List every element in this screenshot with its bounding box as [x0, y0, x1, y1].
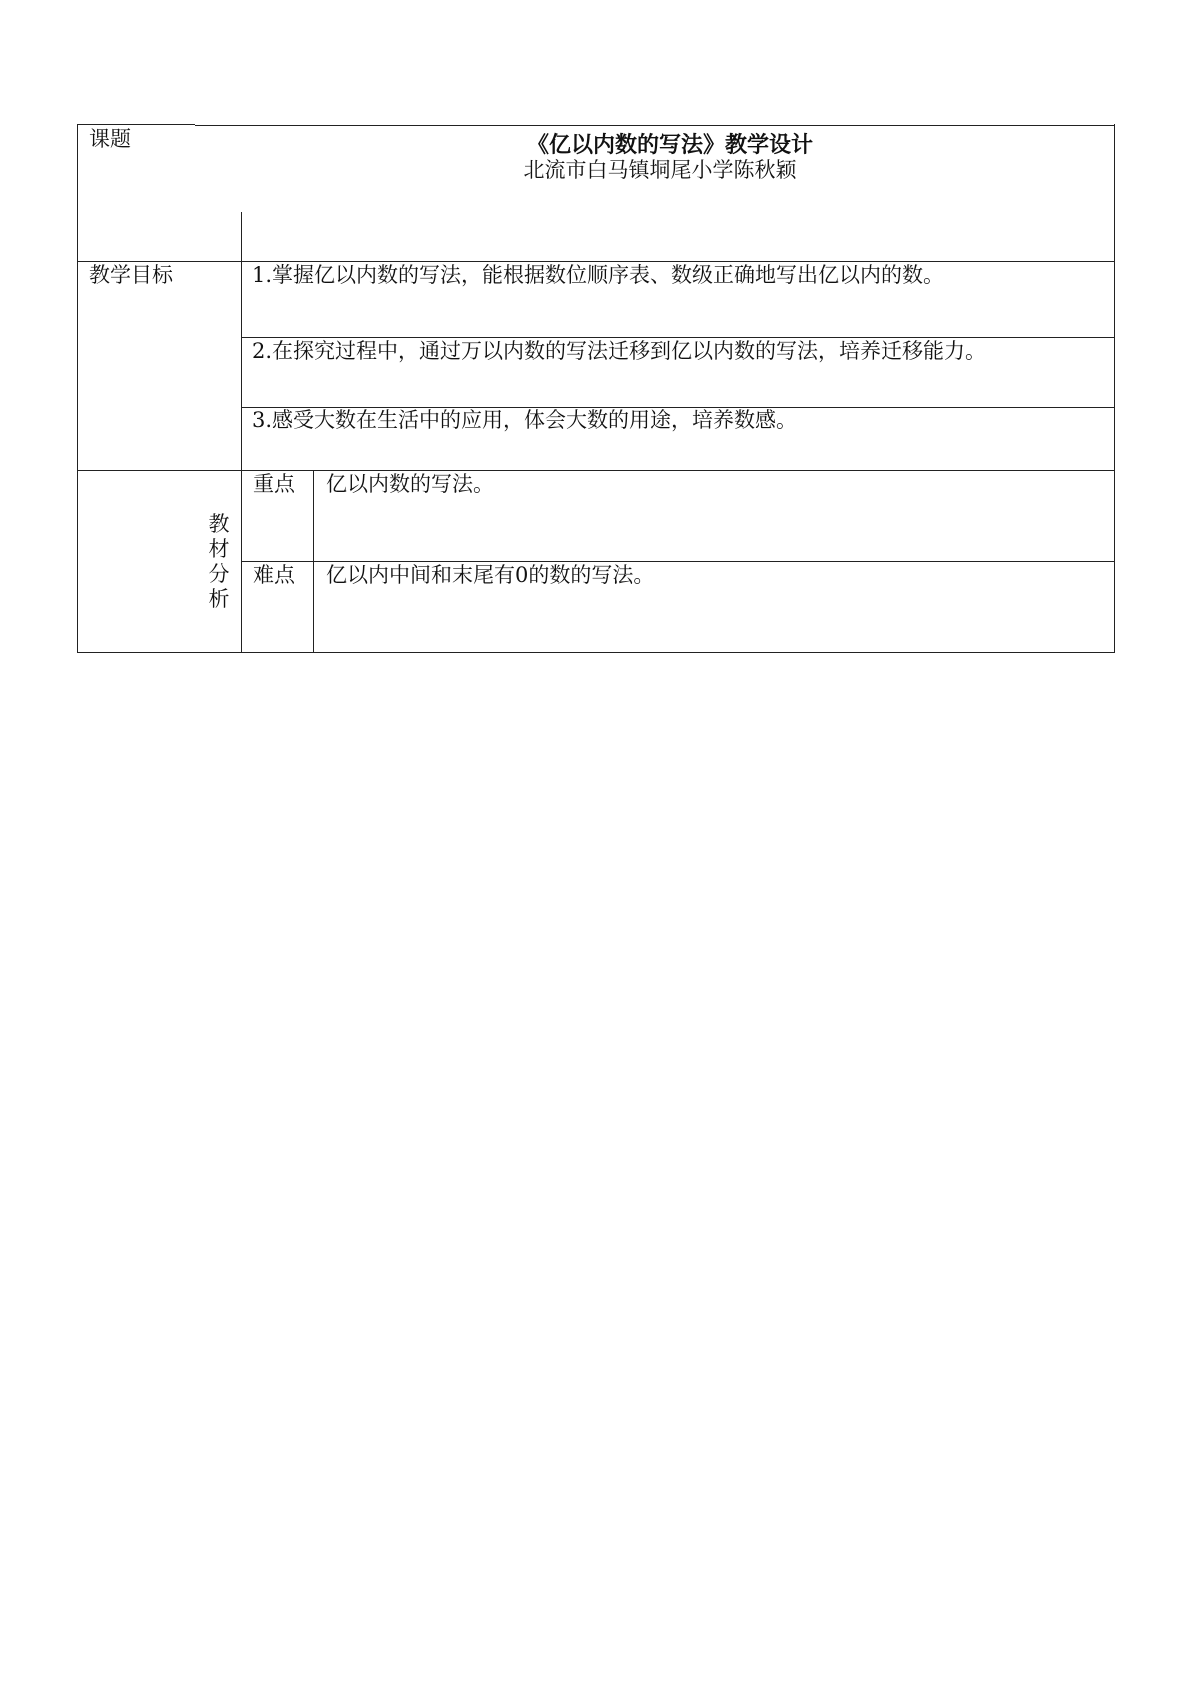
key-point-label: 重点	[253, 472, 295, 496]
table-left-border	[77, 124, 78, 653]
objective-item-2: 2.在探究过程中，通过万以内数的写法迁移到亿以内数的写法，培养迁移能力。	[252, 339, 987, 363]
table-top-border-right	[195, 125, 1115, 126]
label-column-divider-header	[241, 212, 242, 262]
table-top-border-left	[77, 124, 195, 125]
difficulty-text: 亿以内中间和末尾有0的数的写法。	[326, 563, 655, 587]
objectives-label: 教学目标	[89, 263, 173, 287]
topic-label: 课题	[89, 127, 131, 151]
analysis-label: 教材分析	[208, 512, 230, 611]
objective-item-1: 1.掌握亿以内数的写法，能根据数位顺序表、数级正确地写出亿以内的数。	[252, 263, 945, 287]
objective-item-3: 3.感受大数在生活中的应用，体会大数的用途，培养数感。	[252, 408, 798, 432]
label-column-divider	[241, 261, 242, 653]
sublabel-column-divider	[313, 470, 314, 653]
difficulty-label: 难点	[253, 563, 295, 587]
author-line: 北流市白马镇垌尾小学陈秋颖	[523, 158, 797, 182]
row-divider-analysis	[77, 470, 1115, 471]
table-right-border	[1114, 124, 1115, 653]
document-title: 《亿以内数的写法》教学设计	[526, 132, 813, 158]
table-bottom-border	[77, 652, 1115, 653]
key-point-text: 亿以内数的写法。	[326, 472, 494, 496]
